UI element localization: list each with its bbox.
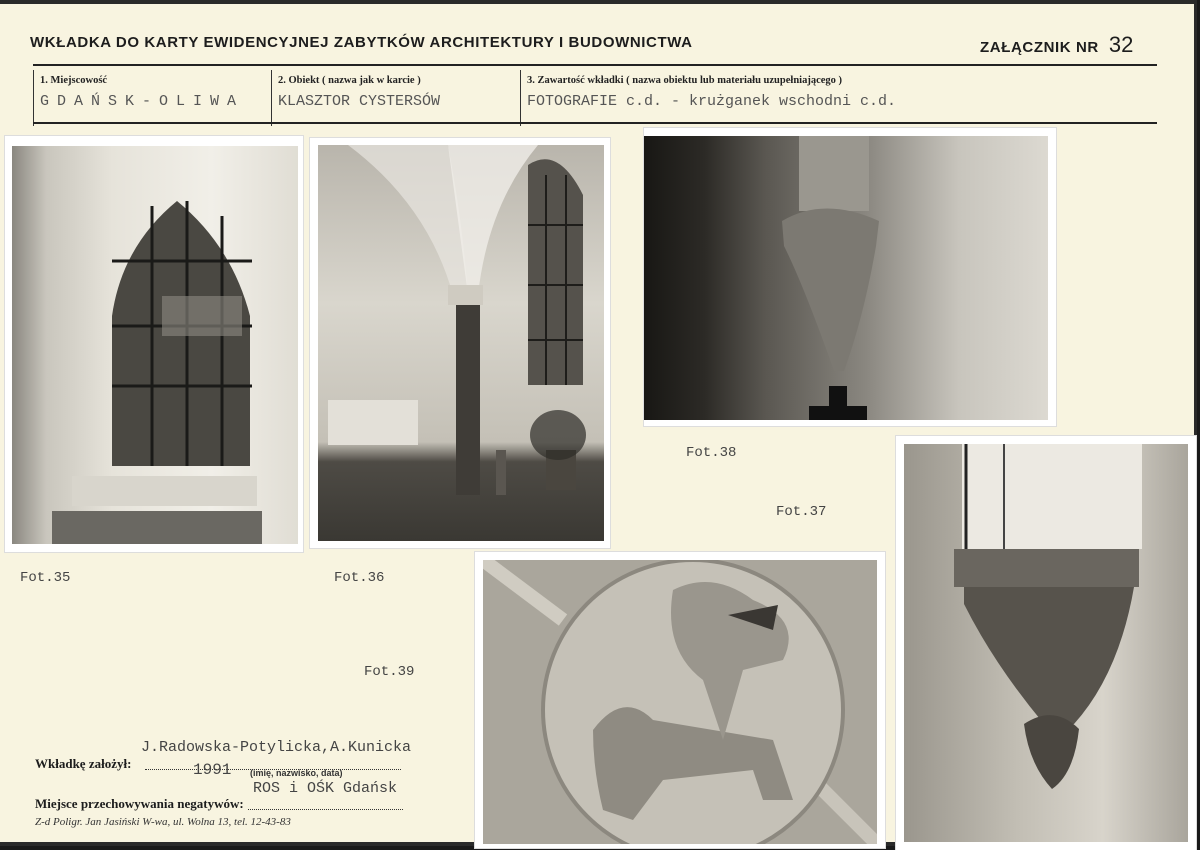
caption-fot-39: Fot.39 [364, 664, 415, 680]
author-value: J.Radowska-Potylicka,A.Kunicka [141, 739, 412, 756]
photo-fot-39 [475, 552, 885, 848]
field-object [271, 70, 520, 126]
caption-fot-38: Fot.38 [686, 445, 737, 461]
field-locality [33, 70, 271, 126]
negatives-label: Miejsce przechowywania negatywów: [35, 796, 244, 811]
field-object-label: 2. Obiekt ( nazwa jak w karcie ) [278, 75, 421, 86]
caption-fot-37: Fot.37 [776, 504, 827, 520]
field-contents [520, 70, 1157, 126]
header-top-rule [33, 64, 1157, 66]
author-label: Wkładkę założył: [35, 756, 132, 771]
field-locality-value: GDAŃSK-OLIWA [40, 93, 245, 110]
annex-number-value: 32 [1108, 32, 1134, 57]
printer-imprint: Z-d Poligr. Jan Jasiński W-wa, ul. Wolna 13, tel. 12-43-83 [35, 816, 291, 828]
field-contents-label: 3. Zawartość wkładki ( nazwa obiektu lub materiału uzupełniającego ) [527, 75, 843, 86]
field-contents-value: FOTOGRAFIE c.d. - krużganek wschodni c.d. [527, 93, 897, 110]
negatives-dotted-line [248, 809, 403, 810]
photo-fot-35-image [12, 146, 298, 544]
annex-number [980, 32, 1133, 58]
document-title: WKŁADKA DO KARTY EWIDENCYJNEJ ZABYTKÓW ARCHITEKTURY I BUDOWNICTWA [30, 34, 693, 51]
photo-fot-38 [644, 128, 1056, 426]
field-object-value: KLASZTOR CYSTERSÓW [278, 93, 441, 110]
photo-fot-37-image [904, 444, 1188, 842]
photo-fot-36-image [318, 145, 604, 541]
photo-fot-36 [310, 138, 610, 548]
photo-fot-39-image [483, 560, 877, 844]
photo-fot-37 [896, 436, 1196, 850]
field-locality-label: 1. Miejscowość [40, 75, 108, 86]
caption-fot-36: Fot.36 [334, 570, 385, 586]
negatives-value: ROS i OŚK Gdańsk [253, 780, 398, 797]
caption-fot-35: Fot.35 [20, 570, 71, 586]
author-year: 1991 [193, 761, 232, 779]
header-bottom-rule [33, 122, 1157, 124]
photo-fot-35 [5, 136, 303, 552]
annex-label: ZAŁĄCZNIK NR [980, 39, 1099, 56]
photo-fot-38-image [644, 136, 1048, 420]
author-hint: (imię, nazwisko, data) [250, 768, 343, 778]
